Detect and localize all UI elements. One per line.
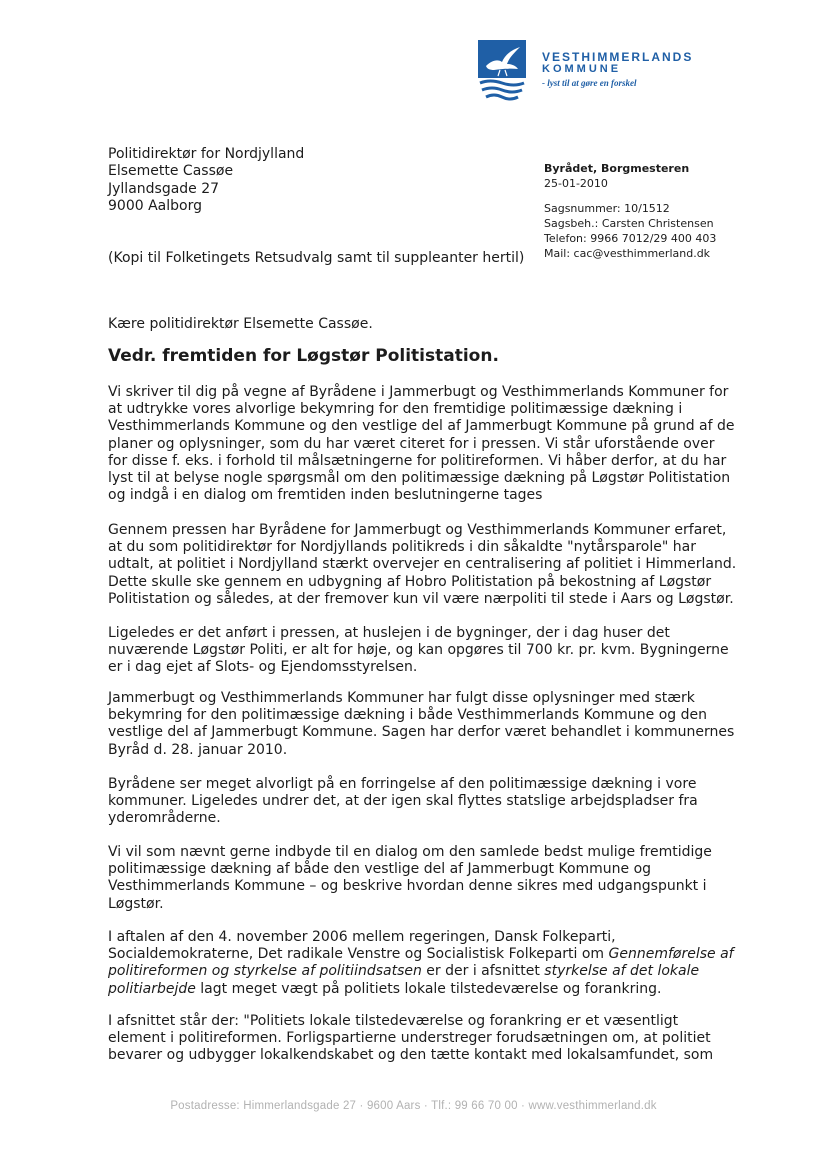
- org-name-line2: KOMMUNE: [542, 63, 622, 75]
- italic-text: politiarbejde: [108, 980, 196, 997]
- body-line: Politistation og således, at der fremover kun vil være nærpoliti til stede i Aars og Løgstør.: [108, 590, 734, 607]
- body-line: Løgstør.: [108, 895, 164, 912]
- sender-block: [544, 161, 716, 261]
- body-paragraph: [108, 522, 748, 608]
- body-line: bevarer og udbygger lokalkendskabet og den tætte kontakt med lokalsamfundet, som: [108, 1047, 714, 1064]
- body-line: at udtrykke vores alvorlige bekymring for den fremtidige politimæssige dækning i: [108, 401, 683, 418]
- municipality-crest-icon: [478, 40, 526, 102]
- body-line: planer og oplysninger, som du har været citeret for i pressen. Vi står uforstående over: [108, 435, 715, 452]
- body-line: vestlige del af Jammerbugt Kommune. Sagen har derfor været behandlet i kommunernes: [108, 724, 735, 741]
- case-handler: Sagsbeh.: Carsten Christensen: [544, 217, 714, 230]
- org-name-line1: VESTHIMMERLANDS: [542, 50, 694, 64]
- body-paragraph: [108, 1013, 748, 1065]
- body-line: Vi vil som nævnt gerne indbyde til en dialog om den samlede bedst mulige fremtidige: [108, 844, 712, 860]
- body-line: kommuner. Ligeledes undrer det, at der igen skal flyttes statslige arbejdspladser fra: [108, 793, 698, 810]
- body-text: Socialdemokraterne, Det radikale Venstre og Socialistisk Folkeparti om: [108, 946, 609, 963]
- body-line: [108, 963, 748, 980]
- body-text: lagt meget vægt på politiets lokale tilstedeværelse og forankring.: [195, 980, 662, 997]
- sender-mail: Mail: cac@vesthimmerland.dk: [544, 247, 711, 260]
- body-line: Jammerbugt og Vesthimmerlands Kommuner har fulgt disse oplysninger med stærk: [108, 690, 695, 706]
- body-line: Byrådene ser meget alvorligt på en forringelse af den politimæssige dækning i vore: [108, 776, 697, 792]
- letter-date: 25-01-2010: [544, 177, 608, 190]
- greeting: Kære politidirektør Elsemette Cassøe.: [108, 316, 373, 332]
- body-line: I aftalen af den 4. november 2006 mellem regeringen, Dansk Folkeparti,: [108, 929, 616, 945]
- case-number: Sagsnummer: 10/1512: [544, 202, 670, 215]
- org-tagline: - lyst til at gøre en forskel: [542, 78, 637, 88]
- body-paragraph: [108, 844, 748, 913]
- body-line: Gennem pressen har Byrådene for Jammerbugt og Vesthimmerlands Kommuner erfaret,: [108, 522, 727, 538]
- sender-phone: Telefon: 9966 7012/29 400 403: [544, 232, 717, 245]
- letter-subject: Vedr. fremtiden for Løgstør Politistation.: [108, 346, 499, 366]
- body-line: Vesthimmerlands Kommune – og beskrive hvordan denne sikres med udgangspunkt i: [108, 878, 707, 895]
- recipient-line: Politidirektør for Nordjylland: [108, 146, 305, 162]
- body-line: element i politireformen. Forligspartierne understreger forudsætningen om, at politiet: [108, 1030, 711, 1047]
- body-paragraph: [108, 690, 748, 759]
- body-line: politimæssige dækning af både den vestlige del af Jammerbugt Kommune og: [108, 861, 652, 878]
- body-line: lyst til at belyse nogle spørgsmål om den politimæssige dækning på Løgstør Politistation: [108, 470, 731, 487]
- body-line: bekymring for den politimæssige dækning i både Vesthimmerlands Kommune og den: [108, 707, 707, 724]
- body-line: Vi skriver til dig på vegne af Byrådene i Jammerbugt og Vesthimmerlands Kommuner for: [108, 384, 729, 400]
- body-line: Byråd d. 28. januar 2010.: [108, 741, 288, 758]
- footer-address: Postadresse: Himmerlandsgade 27 · 9600 Aars · Tlf.: 99 66 70 00 · www.vesthimmerland.dk: [170, 1100, 657, 1112]
- body-line: I afsnittet står der: "Politiets lokale tilstedeværelse og forankring er et væsentligt: [108, 1013, 679, 1029]
- sender-department: Byrådet, Borgmesteren: [544, 162, 690, 175]
- body-paragraph: [108, 625, 748, 677]
- body-line: [108, 946, 748, 963]
- recipient-line: Elsemette Cassøe: [108, 163, 234, 180]
- body-line: udtalt, at politiet i Nordjylland stærkt overvejer en centralisering af politiet i Himmerland.: [108, 556, 737, 573]
- recipient-line: 9000 Aalborg: [108, 197, 202, 214]
- copy-note: (Kopi til Folketingets Retsudvalg samt til suppleanter hertil): [108, 250, 525, 266]
- body-line: er i dag ejet af Slots- og Ejendomsstyrelsen.: [108, 659, 418, 676]
- body-line: at du som politidirektør for Nordjyllands politikreds i din såkaldte "nytårsparole" har: [108, 539, 696, 556]
- body-line: og indgå i en dialog om fremtiden inden beslutningerne tages: [108, 487, 543, 504]
- italic-text: Gennemførelse af: [608, 946, 734, 963]
- recipient-line: Jyllandsgade 27: [108, 180, 220, 197]
- body-line: Ligeledes er det anført i pressen, at huslejen i de bygninger, der i dag huser det: [108, 625, 670, 641]
- body-text: er der i afsnittet: [421, 963, 545, 980]
- body-line: Vesthimmerlands Kommune og den vestlige del af Jammerbugt Kommune på grund af de: [108, 418, 735, 435]
- body-line: [108, 981, 748, 998]
- body-line: yderområderne.: [108, 810, 221, 827]
- body-line: for disse f. eks. i forhold til målsætningerne for politireformen. Vi håber derfor, at du har: [108, 452, 727, 469]
- italic-text: politireformen og styrkelse af politiindsatsen: [108, 963, 422, 980]
- body-paragraph: [108, 929, 748, 998]
- recipient-address: [108, 146, 304, 215]
- italic-text: styrkelse af det lokale: [544, 963, 700, 980]
- body-paragraph: [108, 776, 748, 828]
- body-line: nuværende Løgstør Politi, er alt for høje, og kan opgøres til 700 kr. pr. kvm. Bygningerne: [108, 642, 729, 659]
- body-line: Dette skulle ske gennem en udbygning af Hobro Politistation på bekostning af Løgstør: [108, 573, 712, 590]
- body-paragraph: [108, 384, 748, 504]
